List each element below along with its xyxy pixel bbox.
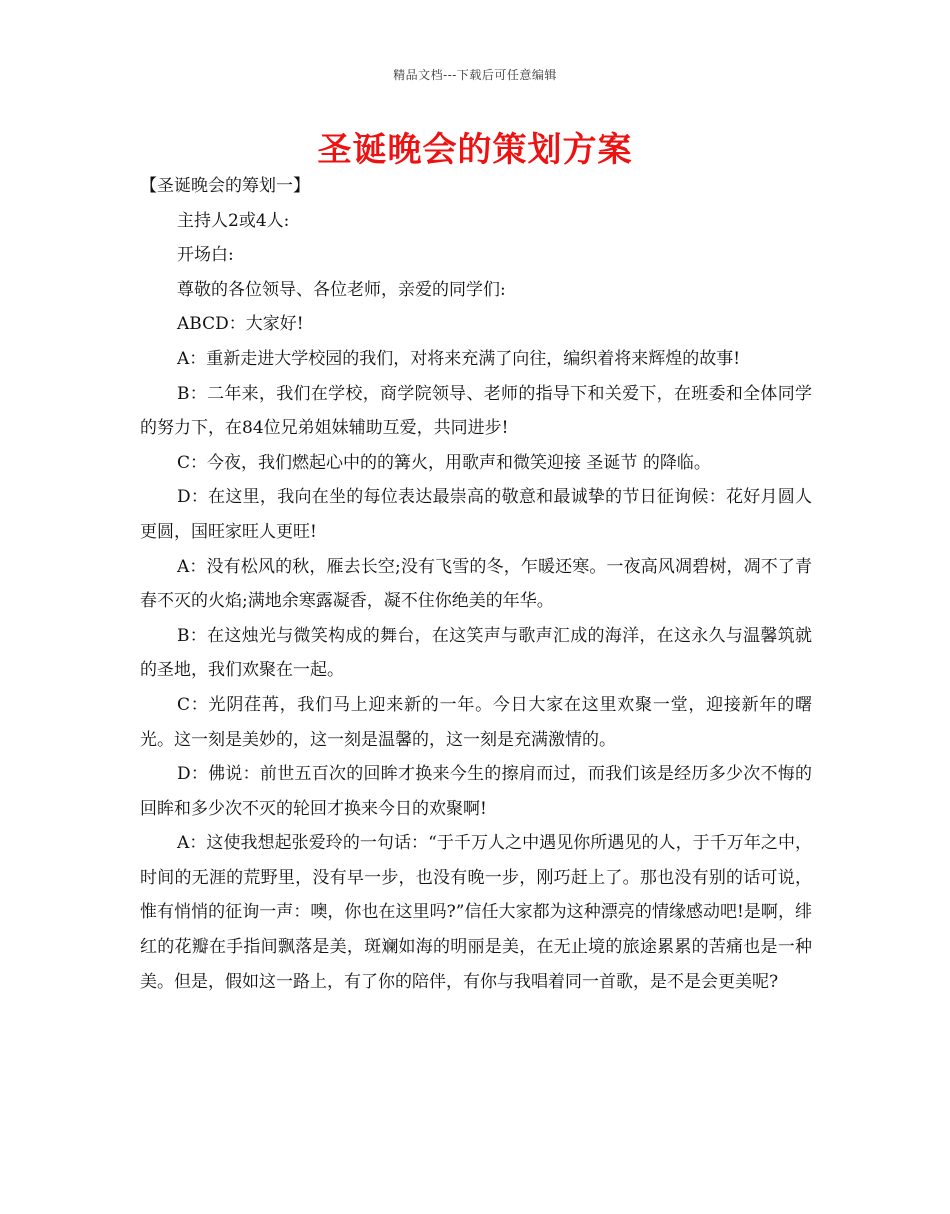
paragraph-a-3: A：这使我想起张爱玲的一句话：“于千万人之中遇见你所遇见的人，于千万年之中，时间的无涯的荒野里，没有早一步，也没有晚一步，刚巧赶上了。那也没有别的话可说，惟有悄悄的征询一声：噢，你也在这里吗?”信任大家都为这种漂亮的情缘感动吧!是啊，绯红的花瓣在手指间飘落是美，斑斓如海的明丽是美，在无止境的旅途累累的苦痛也是一种美。但是，假如这一路上，有了你的陪伴，有你与我唱着同一首歌，是不是会更美呢? [140,833,812,992]
paragraph-greeting: 尊敬的各位领导、各位老师，亲爱的同学们: [177,279,506,300]
paragraph-abcd: ABCD：大家好! [177,314,304,335]
document-body [140,169,812,999]
paragraph-b-1: B：二年来，我们在学校，商学院领导、老师的指导下和关爱下，在班委和全体同学的努力下，在84位兄弟姐妹辅助互爱，共同进步! [140,383,812,439]
document-title: 圣诞晚会的策划方案 [317,130,633,170]
paragraph-a-2: A：没有松风的秋，雁去长空;没有飞雪的冬，乍暖还寒。一夜高风凋碧树，凋不了青春不灭的火焰;满地余寒露凝香，凝不住你绝美的年华。 [140,556,812,612]
paragraph-hosts: 主持人2或4人: [177,210,290,231]
paragraph-d-2: D：佛说：前世五百次的回眸才换来今生的擦肩而过，而我们该是经历多少次不悔的回眸和多少次不灭的轮回才换来今日的欢聚啊! [140,764,812,819]
paragraph-opening-label: 开场白: [177,245,234,266]
page-header-note: 精品文档---下载后可任意编辑 [393,68,557,82]
paragraph-c-1: C：今夜，我们燃起心中的的篝火，用歌声和微笑迎接 圣诞节 的降临。 [177,452,711,473]
paragraph-d-1: D：在这里，我向在坐的每位表达最崇高的敬意和最诚挚的节日征询候：花好月圆人更圆，国旺家旺人更旺! [140,487,812,542]
paragraph-c-2: C：光阴荏苒，我们马上迎来新的一年。今日大家在这里欢聚一堂，迎接新年的曙光。这一刻是美妙的，这一刻是温馨的，这一刻是充满激情的。 [140,694,812,750]
paragraph-b-2: B：在这烛光与微笑构成的舞台，在这笑声与歌声汇成的海洋，在这永久与温馨筑就的圣地，我们欢聚在一起。 [140,625,812,681]
section-heading: 【圣诞晚会的筹划一】 [140,176,310,196]
paragraph-a-1: A：重新走进大学校园的我们，对将来充满了向往，编织着将来辉煌的故事! [177,348,741,369]
